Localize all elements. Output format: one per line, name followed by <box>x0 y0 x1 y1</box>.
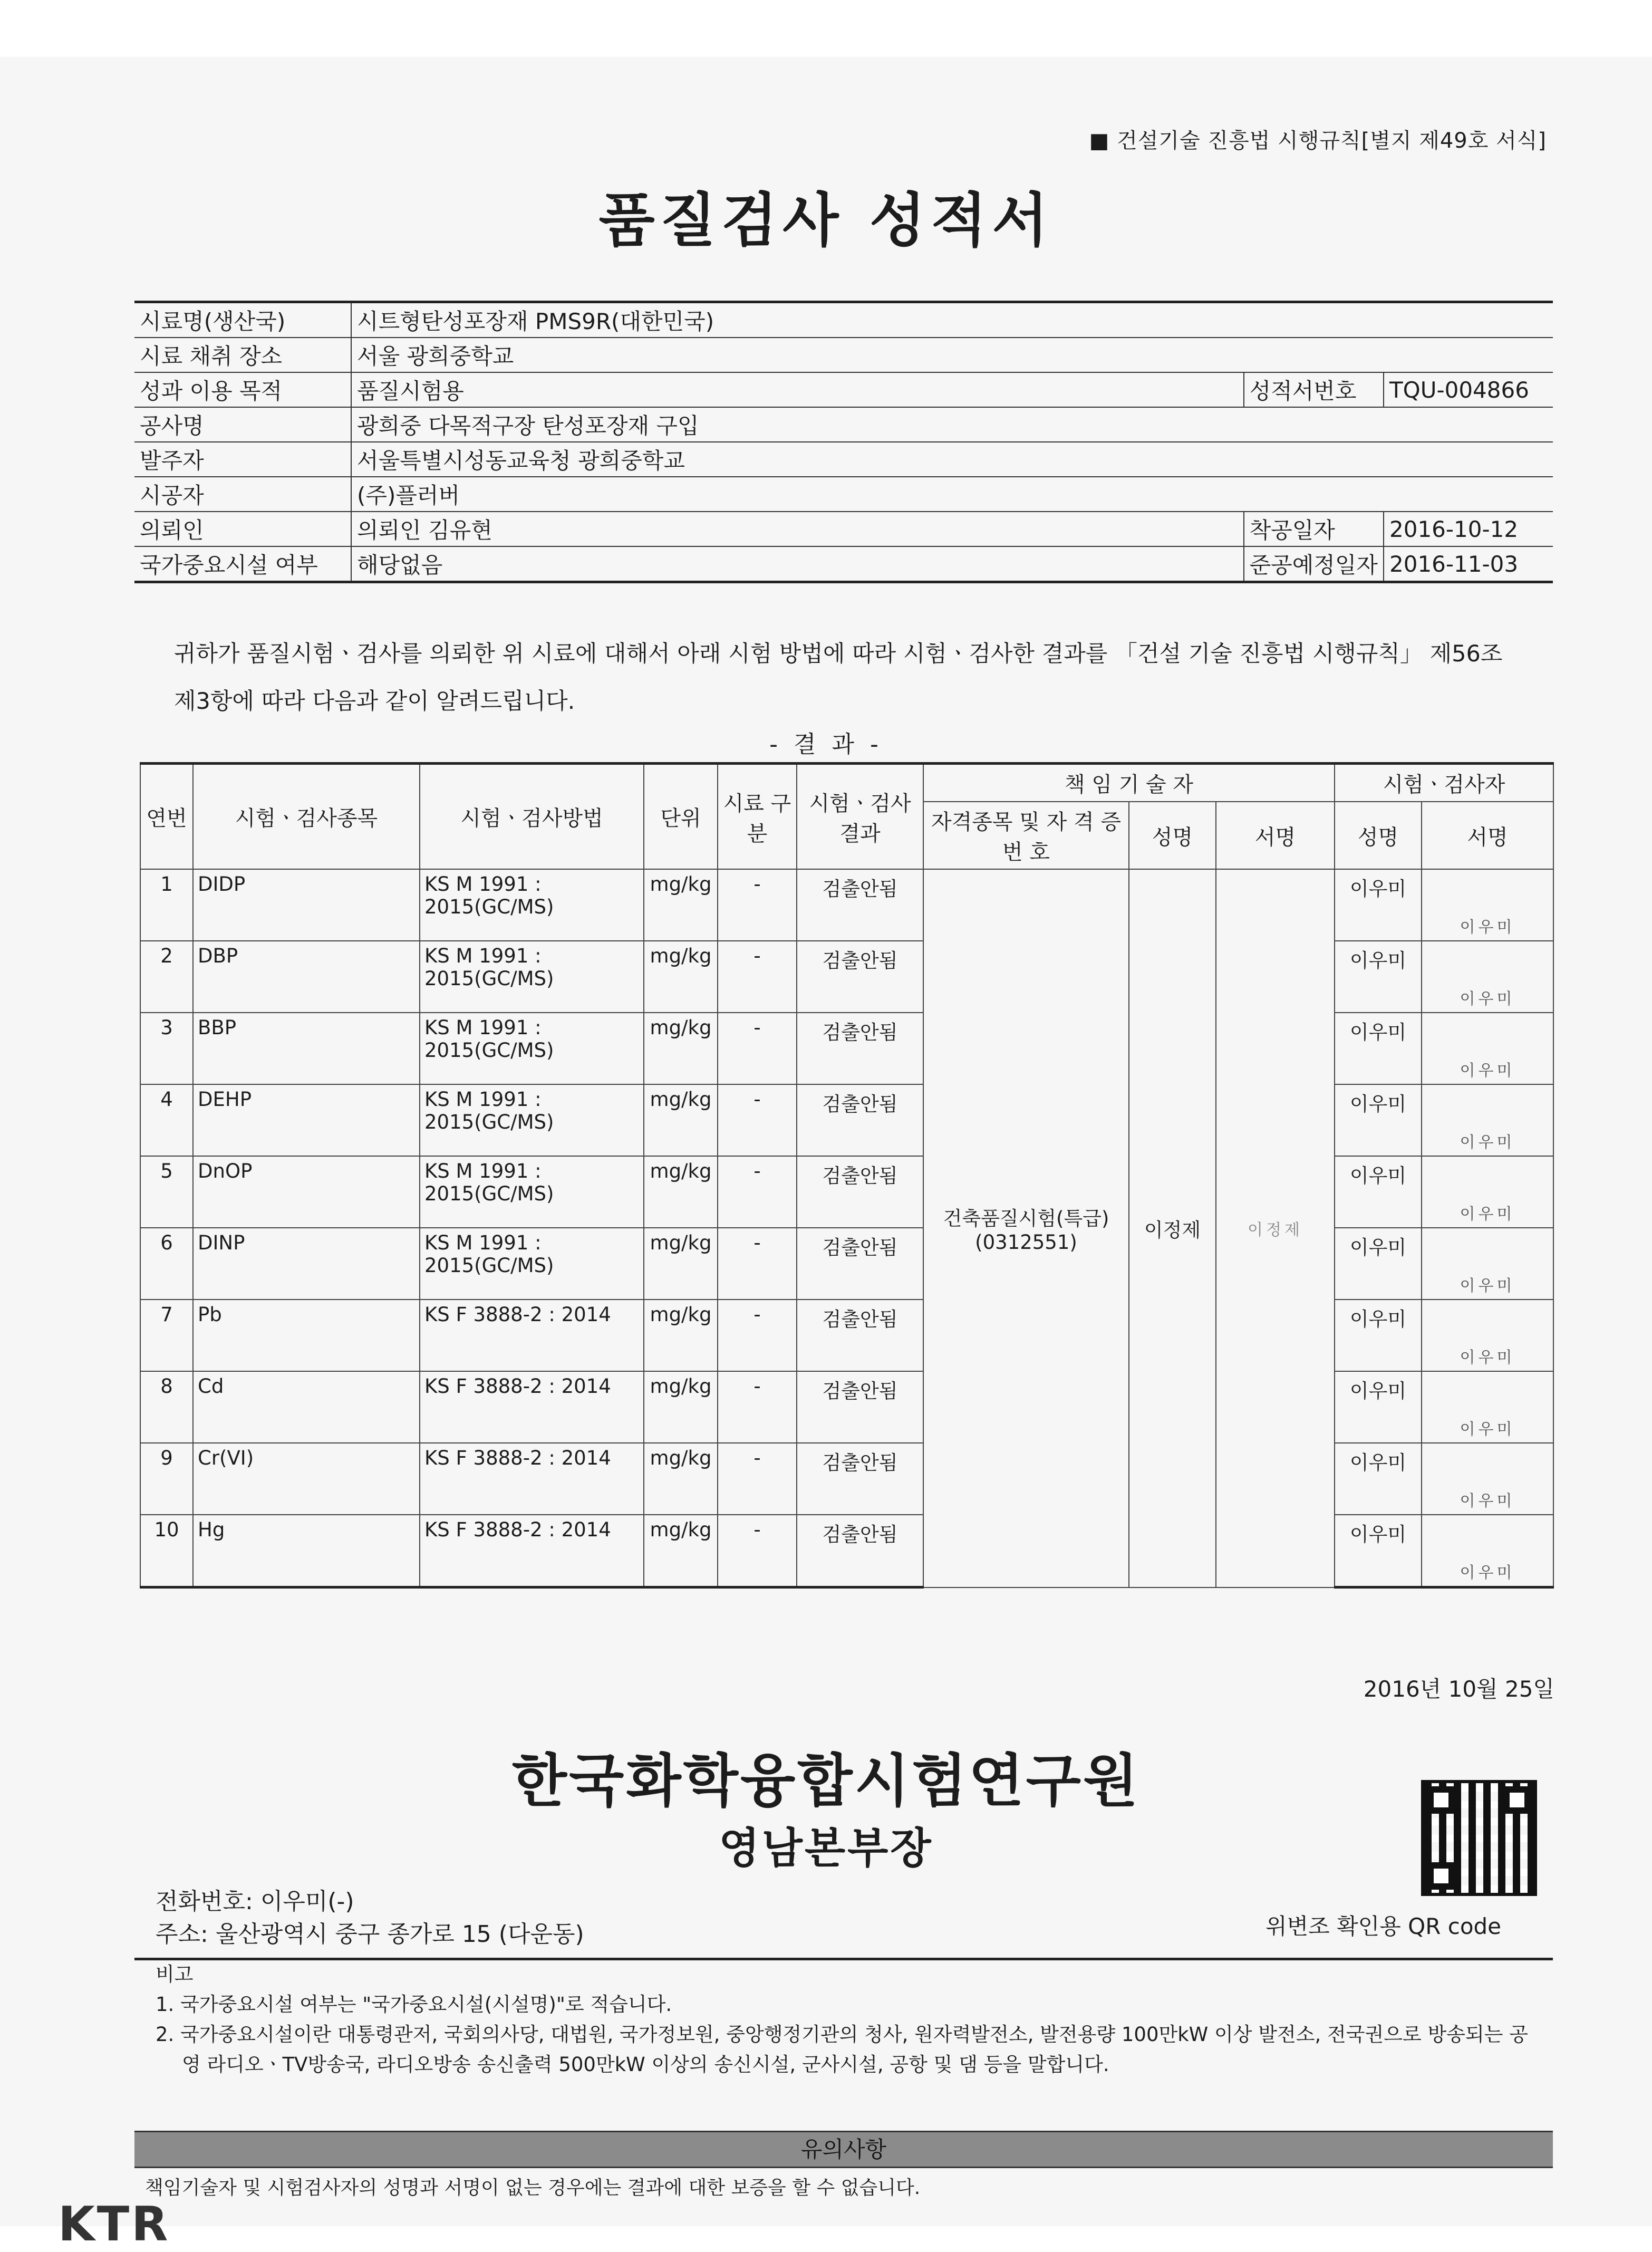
info-label: 공사명 <box>134 407 351 442</box>
qr-caption: 위변조 확인용 QR code <box>1265 1913 1502 1939</box>
contact-phone: 전화번호: 이우미(-) <box>156 1888 354 1915</box>
info-row <box>134 442 1553 477</box>
cell-method: KS F 3888-2 : 2014 <box>420 1443 644 1515</box>
cell-tester-name: 이우미 <box>1335 1371 1422 1443</box>
cell-item: Pb <box>193 1300 420 1371</box>
cell-tester-name: 이우미 <box>1335 1300 1422 1371</box>
cell-unit: mg/kg <box>644 1013 718 1084</box>
cell-item: DBP <box>193 941 420 1013</box>
cell-no: 2 <box>140 941 193 1013</box>
cell-method: KS M 1991 : 2015(GC/MS) <box>420 1156 644 1228</box>
cell-no: 7 <box>140 1300 193 1371</box>
cell-no: 6 <box>140 1228 193 1300</box>
cell-tester-signature: 이우미 <box>1422 869 1553 941</box>
cell-sample-type: - <box>718 1084 797 1156</box>
header-unit: 단위 <box>644 764 718 870</box>
remarks-item: 2. 국가중요시설이란 대통령관저, 국회의사당, 대법원, 국가정보원, 중앙행정기관의 청사, 원자력발전소, 발전용량 100만kW 이상 발전소, 전국권으로 방송되는 공영 라디오ㆍTV방송국, 라디오방송 송신출력 500만kW 이상의 송신시설, 군사시설, 공항 및 댐 등을 말합니다. <box>156 2023 1528 2076</box>
cell-tester-name: 이우미 <box>1335 1515 1422 1587</box>
cell-tester-name: 이우미 <box>1335 941 1422 1013</box>
cell-method: KS M 1991 : 2015(GC/MS) <box>420 869 644 941</box>
cell-no: 4 <box>140 1084 193 1156</box>
contact-block <box>156 1885 584 1951</box>
table-row <box>140 941 1553 1013</box>
info-right-label: 준공예정일자 <box>1244 546 1384 582</box>
cell-unit: mg/kg <box>644 941 718 1013</box>
cell-result: 검출안됨 <box>797 1228 923 1300</box>
cell-tester-name: 이우미 <box>1335 1084 1422 1156</box>
cell-result: 검출안됨 <box>797 941 923 1013</box>
table-row <box>140 1013 1553 1084</box>
cell-tester-signature: 이우미 <box>1422 941 1553 1013</box>
info-row <box>134 372 1553 407</box>
cell-unit: mg/kg <box>644 1371 718 1443</box>
table-row <box>140 1443 1553 1515</box>
info-value: 의뢰인 김유현 <box>351 512 1244 546</box>
header-sample-type: 시료 구분 <box>718 764 797 870</box>
organization-name: 한국화학융합시험연구원 <box>511 1748 1141 1814</box>
cell-unit: mg/kg <box>644 1515 718 1587</box>
info-value: (주)플러버 <box>351 477 1553 512</box>
cell-no: 8 <box>140 1371 193 1443</box>
cell-no: 10 <box>140 1515 193 1587</box>
cell-unit: mg/kg <box>644 1300 718 1371</box>
cell-item: DEHP <box>193 1084 420 1156</box>
cell-result: 검출안됨 <box>797 869 923 941</box>
cell-sample-type: - <box>718 1443 797 1515</box>
cell-item: BBP <box>193 1013 420 1084</box>
header-method: 시험ㆍ검사방법 <box>420 764 644 870</box>
sample-info-table <box>134 301 1553 583</box>
table-row <box>140 1515 1553 1587</box>
header-tester-name: 성명 <box>1335 802 1422 869</box>
info-label: 시료 채취 장소 <box>134 338 351 372</box>
cell-unit: mg/kg <box>644 1156 718 1228</box>
header-result: 시험ㆍ검사 결과 <box>797 764 923 870</box>
cell-method: KS M 1991 : 2015(GC/MS) <box>420 1013 644 1084</box>
header-qualification: 자격종목 및 자 격 증 번 호 <box>923 802 1129 869</box>
info-value: 서울특별시성동교육청 광희중학교 <box>351 442 1553 477</box>
cell-item: Cd <box>193 1371 420 1443</box>
cell-result: 검출안됨 <box>797 1515 923 1587</box>
cell-no: 3 <box>140 1013 193 1084</box>
remarks-item: 1. 국가중요시설 여부는 "국가중요시설(시설명)"로 적습니다. <box>156 1993 672 2016</box>
header-no: 연번 <box>140 764 193 870</box>
info-value: 서울 광희중학교 <box>351 338 1553 372</box>
cell-tester-name: 이우미 <box>1335 1228 1422 1300</box>
info-right-value: 2016-10-12 <box>1384 512 1553 546</box>
cell-method: KS M 1991 : 2015(GC/MS) <box>420 941 644 1013</box>
info-label: 발주자 <box>134 442 351 477</box>
header-tester: 시험ㆍ검사자 <box>1335 764 1553 802</box>
issue-date: 2016년 10월 25일 <box>1363 1676 1554 1702</box>
info-value: 시트형탄성포장재 PMS9R(대한민국) <box>351 302 1553 338</box>
table-row <box>140 1156 1553 1228</box>
info-label: 성과 이용 목적 <box>134 372 351 407</box>
cell-tester-name: 이우미 <box>1335 1156 1422 1228</box>
table-row <box>140 1084 1553 1156</box>
header-responsible-engineer: 책 임 기 술 자 <box>923 764 1335 802</box>
cell-sample-type: - <box>718 1228 797 1300</box>
cell-sample-type: - <box>718 1013 797 1084</box>
cell-tester-signature: 이우미 <box>1422 1300 1553 1371</box>
info-row <box>134 338 1553 372</box>
cell-sample-type: - <box>718 1156 797 1228</box>
cell-tester-signature: 이우미 <box>1422 1013 1553 1084</box>
results-table <box>140 762 1554 1589</box>
table-row <box>140 1371 1553 1443</box>
cell-tester-name: 이우미 <box>1335 869 1422 941</box>
cell-tester-signature: 이우미 <box>1422 1228 1553 1300</box>
table-row <box>140 869 1553 941</box>
info-right-label: 성적서번호 <box>1244 372 1384 407</box>
cell-unit: mg/kg <box>644 1084 718 1156</box>
qr-code[interactable] <box>1421 1780 1537 1896</box>
cell-method: KS M 1991 : 2015(GC/MS) <box>420 1228 644 1300</box>
info-row <box>134 512 1553 546</box>
ktr-logo: KTR <box>58 2197 170 2252</box>
results-heading: - 결 과 - <box>769 731 883 758</box>
cell-item: Hg <box>193 1515 420 1587</box>
info-value: 품질시험용 <box>351 372 1244 407</box>
info-right-value: 2016-11-03 <box>1384 546 1553 582</box>
document-title: 품질검사 성적서 <box>598 187 1054 254</box>
caution-title: 유의사항 <box>134 2131 1553 2168</box>
info-row <box>134 407 1553 442</box>
responsible-qualification: 건축품질시험(특급) (0312551) <box>923 869 1129 1587</box>
cell-tester-signature: 이우미 <box>1422 1515 1553 1587</box>
cell-result: 검출안됨 <box>797 1300 923 1371</box>
cell-item: DIDP <box>193 869 420 941</box>
header-item: 시험ㆍ검사종목 <box>193 764 420 870</box>
cell-sample-type: - <box>718 1515 797 1587</box>
cell-result: 검출안됨 <box>797 1084 923 1156</box>
cell-sample-type: - <box>718 941 797 1013</box>
remarks-block <box>156 1959 1537 2080</box>
info-right-value: TQU-004866 <box>1384 372 1553 407</box>
cell-tester-signature: 이우미 <box>1422 1084 1553 1156</box>
info-row <box>134 302 1553 338</box>
cell-item: Cr(VI) <box>193 1443 420 1515</box>
cell-unit: mg/kg <box>644 869 718 941</box>
cell-result: 검출안됨 <box>797 1371 923 1443</box>
header-name: 성명 <box>1129 802 1216 869</box>
header-tester-signature: 서명 <box>1422 802 1553 869</box>
form-reference: ■ 건설기술 진흥법 시행규칙[별지 제49호 서식] <box>1089 129 1547 153</box>
cell-no: 5 <box>140 1156 193 1228</box>
cell-result: 검출안됨 <box>797 1013 923 1084</box>
cell-method: KS F 3888-2 : 2014 <box>420 1371 644 1443</box>
info-row <box>134 477 1553 512</box>
info-value: 해당없음 <box>351 546 1244 582</box>
cell-item: DnOP <box>193 1156 420 1228</box>
cell-tester-signature: 이우미 <box>1422 1443 1553 1515</box>
cell-method: KS M 1991 : 2015(GC/MS) <box>420 1084 644 1156</box>
cell-tester-name: 이우미 <box>1335 1443 1422 1515</box>
cell-tester-signature: 이우미 <box>1422 1371 1553 1443</box>
cell-sample-type: - <box>718 869 797 941</box>
notice-text: 귀하가 품질시험ㆍ검사를 의뢰한 위 시료에 대해서 아래 시험 방법에 따라 시험ㆍ검사한 결과를 「건설 기술 진흥법 시행규칙」 제56조제3항에 따라 다음과 같이 알려드립니다. <box>174 641 1503 715</box>
cell-no: 9 <box>140 1443 193 1515</box>
responsible-signature: 이정제 <box>1216 869 1335 1587</box>
cell-method: KS F 3888-2 : 2014 <box>420 1300 644 1371</box>
header-signature: 서명 <box>1216 802 1335 869</box>
info-value: 광희중 다목적구장 탄성포장재 구입 <box>351 407 1553 442</box>
info-label: 의뢰인 <box>134 512 351 546</box>
info-row <box>134 546 1553 582</box>
table-row <box>140 1300 1553 1371</box>
contact-address: 주소: 울산광역시 중구 종가로 15 (다운동) <box>156 1921 584 1948</box>
branch-name: 영남본부장 <box>719 1824 933 1873</box>
info-label: 시공자 <box>134 477 351 512</box>
cell-result: 검출안됨 <box>797 1156 923 1228</box>
cell-tester-name: 이우미 <box>1335 1013 1422 1084</box>
cell-sample-type: - <box>718 1371 797 1443</box>
info-label: 시료명(생산국) <box>134 302 351 338</box>
cell-item: DINP <box>193 1228 420 1300</box>
table-row <box>140 1228 1553 1300</box>
caution-text: 책임기술자 및 시험검사자의 성명과 서명이 없는 경우에는 결과에 대한 보증을 할 수 없습니다. <box>145 2177 921 2199</box>
cell-unit: mg/kg <box>644 1443 718 1515</box>
responsible-name: 이정제 <box>1129 869 1216 1587</box>
cell-sample-type: - <box>718 1300 797 1371</box>
remarks-title: 비고 <box>156 1963 194 1986</box>
cell-tester-signature: 이우미 <box>1422 1156 1553 1228</box>
info-label: 국가중요시설 여부 <box>134 546 351 582</box>
info-right-label: 착공일자 <box>1244 512 1384 546</box>
cell-method: KS F 3888-2 : 2014 <box>420 1515 644 1587</box>
cell-unit: mg/kg <box>644 1228 718 1300</box>
cell-result: 검출안됨 <box>797 1443 923 1515</box>
cell-no: 1 <box>140 869 193 941</box>
